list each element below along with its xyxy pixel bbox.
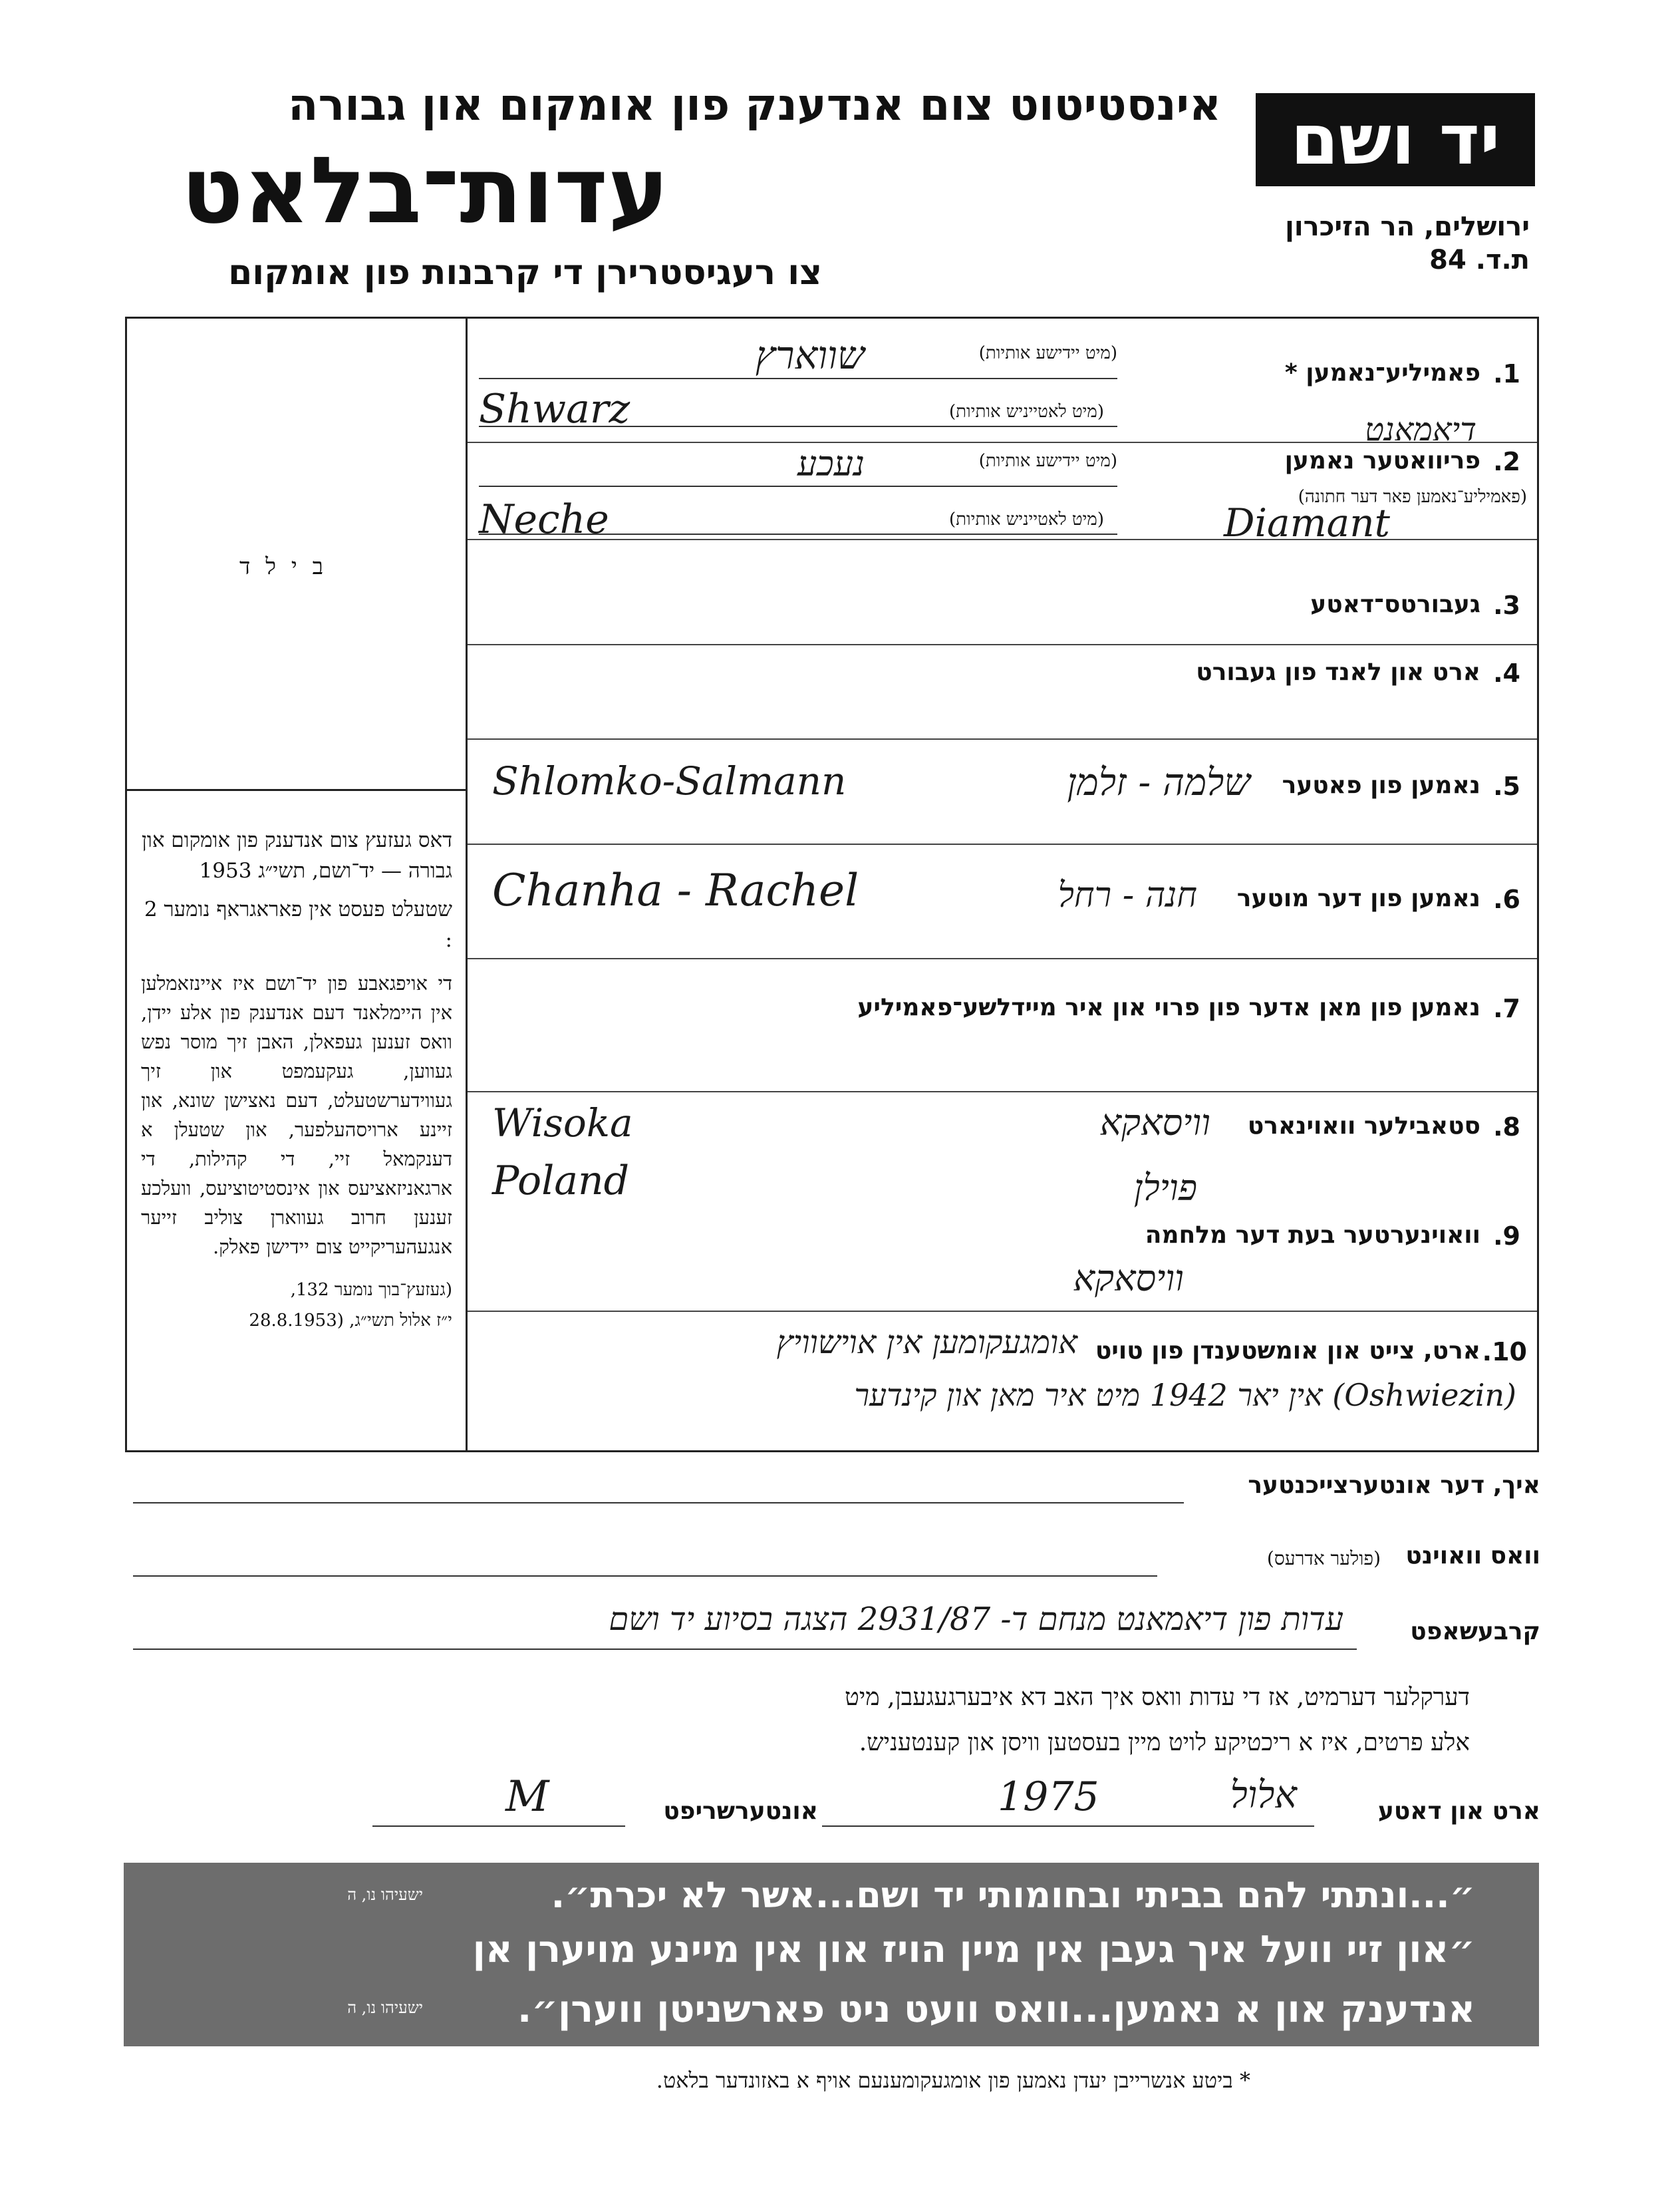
relation-line[interactable] <box>133 1649 1357 1650</box>
field-8-yid-value-2[interactable]: פוילן <box>1133 1167 1197 1209</box>
signer-label: איך, דער אונטערצייכנטער <box>1248 1472 1540 1499</box>
logo-text: יד ושם <box>1290 99 1500 180</box>
row-sep-3 <box>468 644 1537 645</box>
field-3-number: 3. <box>1493 591 1520 620</box>
field-5-yid-value[interactable]: שלמה - זלמן <box>1067 761 1250 804</box>
field-9-label: וואוינערטער בעת דער מלחמה <box>1145 1221 1480 1249</box>
field-10-value-line-2[interactable]: (Oshwiezin) אין יאר 1942 מיט איר מאן און קינדער <box>854 1377 1516 1413</box>
field-1-yid-line <box>479 378 1117 379</box>
banner-line-1: ״...ונתתי להם בביתי ובחומותי יד ושם...אשר לא יכרת״. <box>551 1874 1475 1916</box>
banner-line-1-ref: ישעיהו נו, ה <box>347 1885 423 1904</box>
law-intro: דאס געזעץ צום אנדענק פון אומקום און גבורה — יד־ושם, תשי״ג 1953 <box>142 828 452 883</box>
field-1-number: 1. <box>1493 359 1520 389</box>
law-paragraph-ref: שטעלט פעסט אין פאראגראף נומער 2 : <box>144 897 452 952</box>
field-7-label: נאמען פון מאן אדער פון פרוי און איר מיידלשע־פאמיליע <box>857 994 1480 1021</box>
field-3-label: געבורטס־דאטע <box>1310 591 1480 618</box>
field-1-yid-value[interactable]: שווארץ <box>755 333 865 378</box>
field-2-lat-hint: (מיט לאטייניש אותיות) <box>949 510 1104 530</box>
field-8-label: סטאבילער וואוינארט <box>1247 1112 1480 1140</box>
field-10-label: ארט, צייט און אומשטענדן פון טויט <box>1095 1337 1480 1364</box>
address-label: וואס וואוינט <box>1405 1542 1540 1569</box>
law-citation-1: (געזעץ־בוך נומער 132, <box>290 1280 452 1300</box>
field-1-lat-value[interactable]: Shwarz <box>479 386 630 432</box>
yad-vashem-logo <box>1256 93 1535 186</box>
form-top-border <box>125 317 1539 319</box>
photo-label: ב י ל ד <box>239 553 327 580</box>
banner-line-3-ref: ישעיהו נו, ה <box>347 1998 423 2017</box>
field-6-number: 6. <box>1493 885 1520 914</box>
field-8-lat-value-2[interactable]: Poland <box>492 1158 630 1204</box>
field-2-maiden-hint: (פאמיליע־נאמען פאר דער חתונה) <box>1298 487 1527 507</box>
place-date-line[interactable] <box>822 1825 1314 1827</box>
field-2-label: פריוואטער נאמען <box>1284 447 1480 474</box>
address-line-2: ת.ד. 84 <box>1429 245 1530 275</box>
field-2-maiden-lat[interactable]: Diamant <box>1224 500 1390 546</box>
field-9-number: 9. <box>1493 1221 1520 1251</box>
banner-line-3: אנדענק און א נאמען...וואס וועט ניט פארשניטן ווערן״. <box>517 1988 1475 2031</box>
form-bottom-border <box>125 1450 1539 1452</box>
relation-label: קרבעשאפט <box>1410 1618 1540 1645</box>
address-line[interactable] <box>133 1575 1157 1577</box>
row-sep-5 <box>468 844 1537 845</box>
field-1-lat-hint: (מיט לאטייניש אותיות) <box>949 402 1104 422</box>
document-title: עדות־בלאט <box>181 137 669 244</box>
field-8-yid-value[interactable]: וויסאקא <box>1099 1102 1210 1144</box>
declaration-line-2: אלע פרטים, איז א ריכטיקע לויט מיין בעסטען וויסן און קענטעניש. <box>859 1729 1470 1756</box>
signature-line[interactable] <box>372 1825 625 1827</box>
photo-box <box>128 319 464 788</box>
place-value[interactable]: אלול <box>1230 1774 1297 1817</box>
field-2-yid-hint: (מיט יידישע אותיות) <box>978 451 1117 471</box>
field-5-label: נאמען פון פאטער <box>1282 772 1480 799</box>
photo-box-bottom <box>125 789 466 791</box>
field-5-lat-value[interactable]: Shlomko-Salmann <box>492 758 847 804</box>
law-body: די אויפגאבע פון יד־ושם איז איינזאמלען אין היימלאנד דעם אנדענק פון אלע יידן, וואס זענען געפאלן, האבן זיך מוסר נפש געווען, געקעמפט און זיך געווידערשטעלט, דעם נאצישן שונא, און זיינע ארויסהעלפער, און שטעלן א דענקמאל זיי, די קהילות, די ארגאניזאציעס און אינסטיטוציעס, וועלכע זענען חרוב געווארן צוליב זייער אנגעהעריקייט צום יידישן פאלק. <box>141 972 452 1258</box>
field-4-label: ארט און לאנד פון געבורט <box>1196 659 1480 686</box>
row-sep-6 <box>468 958 1537 959</box>
field-2-yid-line <box>479 486 1117 487</box>
place-date-label: ארט און דאטע <box>1377 1798 1540 1825</box>
row-sep-7 <box>468 1091 1537 1092</box>
declaration-line-1: דערקלער דערמיט, אז די עדות וואס איך האב דא איבערגעגעבן, מיט <box>845 1684 1470 1711</box>
field-8-lat-value[interactable]: Wisoka <box>492 1100 633 1146</box>
field-5-number: 5. <box>1493 772 1520 801</box>
address-line-1: ירושלים, הר הזיכרון <box>1285 212 1530 242</box>
field-7-number: 7. <box>1493 994 1520 1023</box>
field-2-yid-value[interactable]: נעכע <box>797 444 865 484</box>
row-sep-8 <box>468 1311 1537 1312</box>
form-left-border <box>125 317 127 1450</box>
date-value[interactable]: 1975 <box>998 1774 1099 1820</box>
footnote: * ביטע אנשרייבן יעדן נאמען פון אומגעקומענעם אויף א באזונדער בלאט. <box>656 2068 1250 2093</box>
field-1-yid-hint: (מיט יידישע אותיות) <box>978 343 1117 363</box>
field-6-yid-value[interactable]: חנה - רחל <box>1057 875 1197 915</box>
field-2-maiden-yid[interactable]: דיאמאנט <box>1364 411 1476 448</box>
quote-banner <box>124 1863 1539 2046</box>
address-hint: (פולער אדרעס) <box>1266 1547 1381 1569</box>
signer-name-line[interactable] <box>133 1502 1184 1503</box>
law-citation-2: י״ז אלול תשי״ג, (28.8.1953 <box>249 1311 452 1331</box>
photo-column-divider <box>466 317 468 1450</box>
field-6-lat-value[interactable]: Chanha - Rachel <box>492 865 859 916</box>
field-1-label: פאמיליע־נאמען * <box>1284 359 1480 387</box>
document-subtitle: צו רעגיסטרירן די קרבנות פון אומקום <box>228 253 822 293</box>
row-sep-4 <box>468 738 1537 740</box>
field-6-label: נאמען פון דער מוטער <box>1236 885 1480 912</box>
field-2-number: 2. <box>1493 447 1520 476</box>
field-4-number: 4. <box>1493 659 1520 688</box>
signature-label: אונטערשריפט <box>663 1798 818 1825</box>
relation-value[interactable]: עדות פון דיאמאנט מנחם ד- 2931/87 הצגה בסיוע יד ושם <box>609 1601 1343 1638</box>
institute-name: אינסטיטוט צום אנדענק פון אומקום און גבורה <box>288 79 1221 130</box>
signature-mark: M <box>505 1772 549 1821</box>
field-10-number: 10. <box>1482 1337 1527 1366</box>
field-9-yid-value[interactable]: וויסאקא <box>1073 1257 1184 1299</box>
form-right-border <box>1537 317 1539 1450</box>
field-8-number: 8. <box>1493 1112 1520 1142</box>
field-10-value-line-1[interactable]: אומגעקומען אין אוישוויץ <box>776 1324 1077 1361</box>
field-2-lat-value[interactable]: Neche <box>479 496 609 543</box>
banner-line-2: ״און זיי וועל איך געבן אין מיין הויז און אין מיינע מויערן אן <box>472 1928 1475 1971</box>
law-notice <box>141 825 452 1336</box>
